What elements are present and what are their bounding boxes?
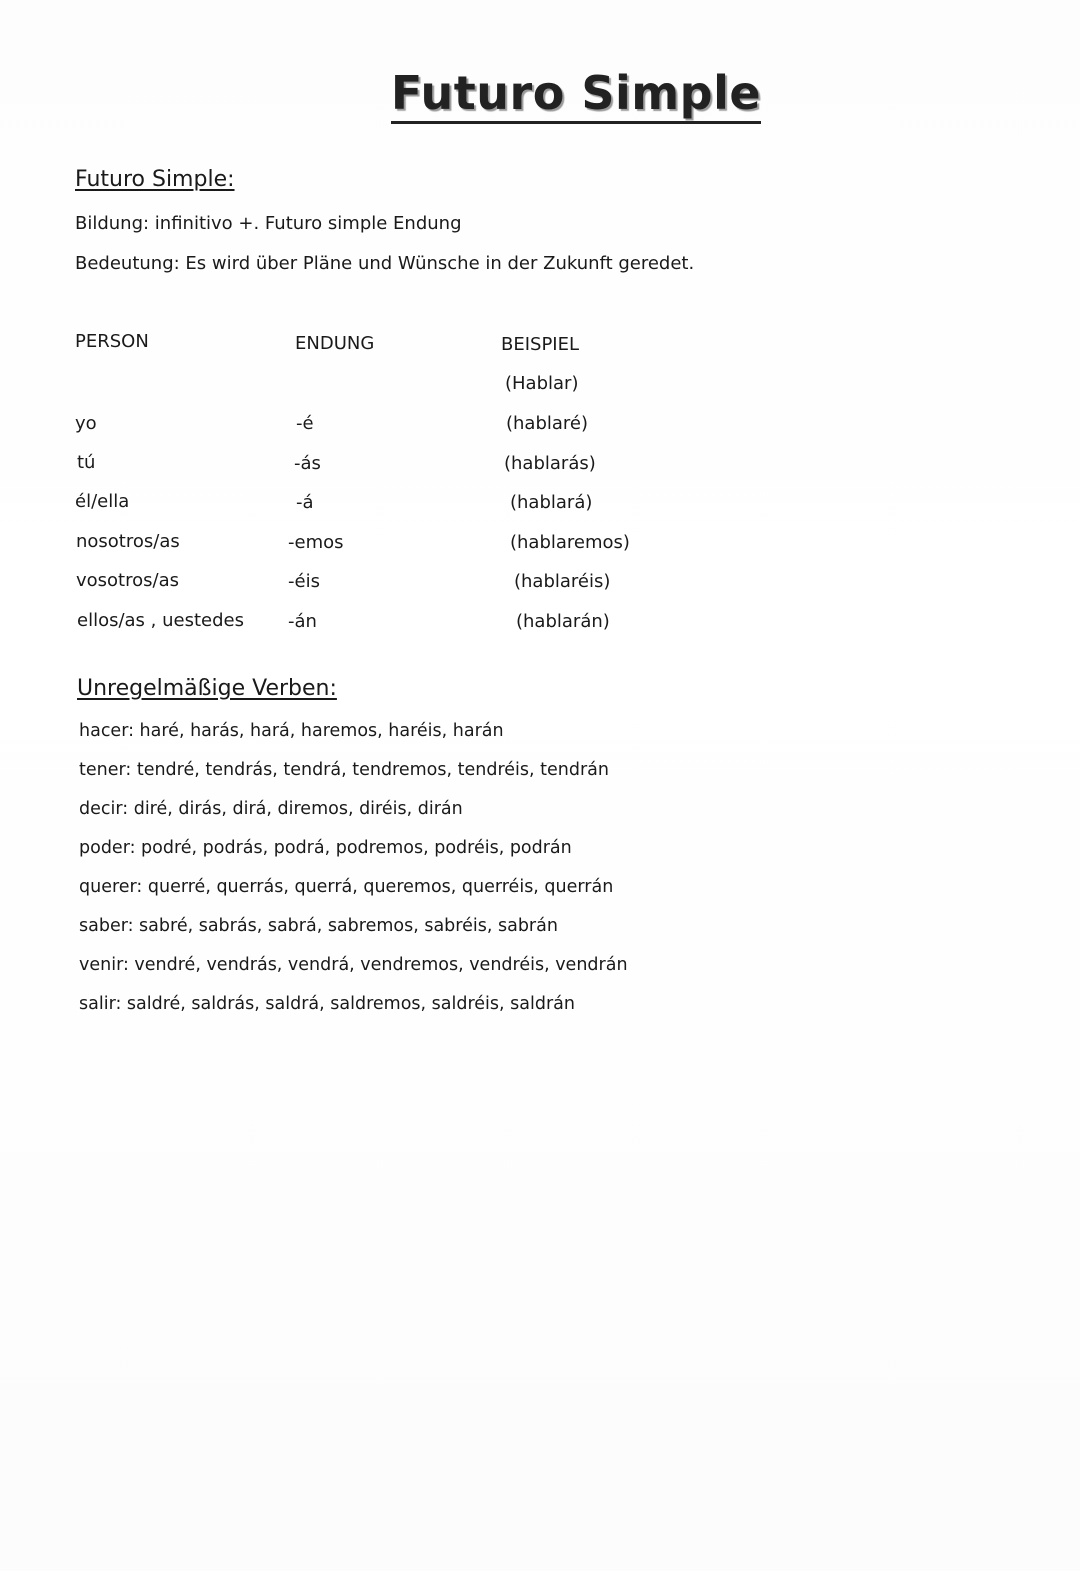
table-cell-person: él/ella: [75, 491, 130, 512]
table-cell-endung: -ás: [294, 453, 321, 474]
list-item: saber: sabré, sabrás, sabrá, sabremos, sabréis, sabrán: [79, 916, 558, 936]
bedeutung-text: Bedeutung: Es wird über Pläne und Wünsche in der Zukunft geredet.: [75, 253, 695, 274]
table-cell-person: nosotros/as: [76, 531, 180, 552]
list-item: tener: tendré, tendrás, tendrá, tendremos, tendréis, tendrán: [79, 760, 609, 780]
list-item: decir: diré, dirás, dirá, diremos, diréis, dirán: [79, 799, 463, 819]
page-title-text: Futuro Simple: [391, 66, 761, 124]
beispiel-verb: (Hablar): [505, 373, 579, 394]
table-cell-beispiel: (hablará): [510, 492, 593, 513]
table-cell-endung: -é: [296, 413, 314, 434]
section-heading-futuro-simple: Futuro Simple:: [75, 167, 235, 192]
table-cell-beispiel: (hablarán): [516, 611, 610, 632]
list-item: salir: saldré, saldrás, saldrá, saldremos, saldréis, saldrán: [79, 994, 575, 1014]
list-item: poder: podré, podrás, podrá, podremos, podréis, podrán: [79, 838, 572, 858]
table-cell-person: ellos/as , uestedes: [77, 610, 244, 631]
list-item: hacer: haré, harás, hará, haremos, haréis, harán: [79, 721, 504, 741]
table-cell-beispiel: (hablaré): [506, 413, 589, 434]
table-header-beispiel: BEISPIEL: [501, 334, 580, 355]
table-cell-endung: -án: [288, 611, 317, 632]
table-cell-beispiel: (hablaréis): [514, 571, 611, 592]
list-item: querer: querré, querrás, querrá, queremos, querréis, querrán: [79, 877, 614, 897]
table-cell-person: vosotros/as: [76, 570, 179, 591]
table-cell-endung: -á: [296, 492, 314, 513]
table-cell-endung: -emos: [288, 532, 344, 553]
list-item: venir: vendré, vendrás, vendrá, vendremos, vendréis, vendrán: [79, 955, 628, 975]
table-header-person: PERSON: [75, 331, 149, 352]
table-cell-endung: -éis: [288, 571, 320, 592]
table-cell-beispiel: (hablaremos): [510, 532, 630, 553]
bildung-text: Bildung: infinitivo +. Futuro simple Endung: [75, 213, 462, 234]
table-cell-beispiel: (hablarás): [504, 453, 596, 474]
table-cell-person: yo: [75, 413, 97, 434]
table-header-endung: ENDUNG: [295, 333, 375, 354]
page-title: [0, 66, 1080, 120]
table-cell-person: tú: [77, 452, 96, 473]
section-heading-unregelmaessige-verben: Unregelmäßige Verben:: [77, 676, 337, 701]
